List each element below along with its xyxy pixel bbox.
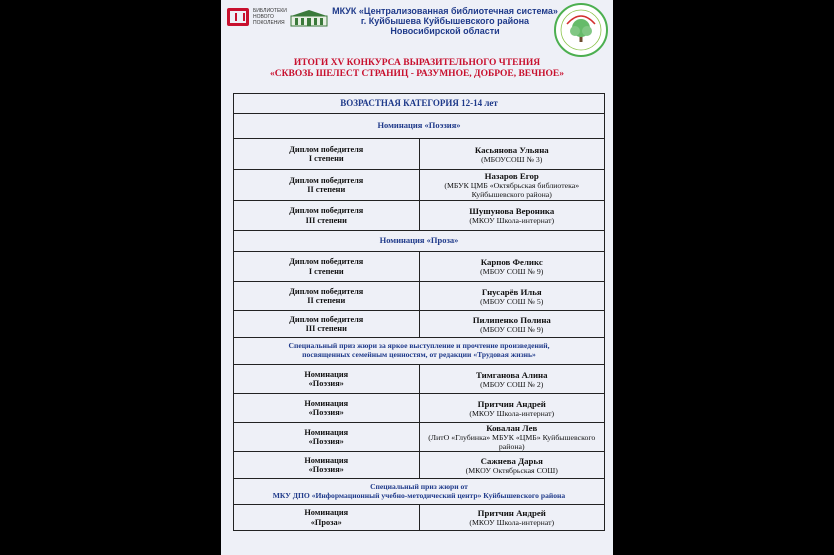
table-row: [234, 114, 605, 139]
table-row: [234, 94, 605, 114]
award-cell: Номинация «Поэзия»: [234, 423, 420, 452]
table-row: [234, 338, 605, 365]
table-row: [234, 170, 605, 201]
winner-school: (МКОУ Школа-интернат): [469, 408, 555, 418]
winner-school: (МБОУСОШ № 3): [481, 154, 543, 164]
winner-name: Притчин Андрей: [477, 508, 546, 518]
table-row: [234, 201, 605, 231]
award-cell: Номинация «Проза»: [234, 505, 420, 531]
award-cell: Диплом победителя III степени: [234, 201, 420, 231]
winner-name: Ковалан Лев: [486, 423, 538, 433]
table-row: [234, 252, 605, 282]
winner-name: Назаров Егор: [484, 171, 539, 181]
special-prize-header: [234, 479, 605, 505]
winner-cell: [419, 201, 605, 231]
table-row: [234, 394, 605, 423]
organization-name: [331, 6, 559, 36]
library-logo-icon: [227, 8, 249, 26]
winner-school: (МКОУ Школа-интернат): [469, 216, 555, 225]
title-line: ИТОГИ XV КОНКУРСА ВЫРАЗИТЕЛЬНОГО ЧТЕНИЯ: [293, 58, 541, 68]
award-cell: Диплом победителя II степени: [234, 282, 420, 311]
award-cell: Диплом победителя III степени: [234, 311, 420, 338]
winner-school: (МБОУ СОШ № 5): [480, 296, 544, 306]
winner-name: Касьянова Ульяна: [474, 144, 549, 155]
library-logo-line: ПОКОЛЕНИЯ: [253, 20, 285, 26]
winner-school: (МКОУ Октябрьская СОШ): [465, 465, 558, 475]
winner-cell: [419, 311, 605, 338]
winner-cell: [419, 505, 605, 531]
nomination-poetry-header: Номинация «Поэзия»: [234, 114, 605, 139]
winner-cell: [419, 394, 605, 423]
winner-name: Пилипенко Полина: [472, 314, 551, 325]
age-category-header: ВОЗРАСТНАЯ КАТЕГОРИЯ 12-14 лет: [234, 94, 605, 114]
winner-cell: [419, 452, 605, 479]
winner-cell: [419, 170, 605, 201]
winner-school: (МБОУ СОШ № 9): [480, 267, 544, 276]
winner-school: (МБУК ЦМБ «Октябрьская библиотека» Куйбышевского района): [444, 181, 580, 199]
table-row: [234, 505, 605, 531]
winner-name: Карпов Феликс: [480, 257, 543, 267]
winner-school: (МБОУ СОШ № 2): [480, 379, 544, 389]
table-row: [234, 452, 605, 479]
table-row: [234, 423, 605, 452]
winner-cell: [419, 365, 605, 394]
nomination-prose-header: Номинация «Проза»: [234, 231, 605, 252]
award-cell: Номинация «Поэзия»: [234, 452, 420, 479]
winner-school: (ЛитО «Глубинка» МБУК «ЦМБ» Куйбышевского района): [428, 433, 596, 451]
results-title: [221, 58, 613, 80]
org-line: МКУК «Централизованная библиотечная система»: [332, 6, 558, 16]
winner-cell: [419, 423, 605, 452]
award-cell: Диплом победителя I степени: [234, 139, 420, 170]
document-page: [221, 0, 613, 555]
winner-name: Шушунова Вероника: [469, 206, 555, 216]
winner-name: Гнусарёв Илья: [481, 286, 542, 297]
winner-name: Тимганова Алина: [475, 369, 548, 380]
winner-cell: [419, 282, 605, 311]
winner-school: (МБОУ СОШ № 9): [480, 324, 544, 334]
library-logo-line: БИБЛИОТЕКИ: [253, 8, 287, 14]
table-row: [234, 365, 605, 394]
library-building-icon: [289, 8, 329, 28]
org-line: г. Куйбышева Куйбышевского района: [360, 16, 530, 26]
award-cell: Диплом победителя II степени: [234, 170, 420, 201]
special-prize-header: [234, 338, 605, 365]
winner-school: (МКОУ Школа-интернат): [469, 518, 555, 527]
winner-cell: [419, 139, 605, 170]
award-cell: Номинация «Поэзия»: [234, 365, 420, 394]
table-row: [234, 479, 605, 505]
winner-name: Притчин Андрей: [477, 398, 546, 409]
contest-badge-icon: [553, 2, 609, 58]
winner-cell: [419, 252, 605, 282]
award-cell: Диплом победителя I степени: [234, 252, 420, 282]
winner-name: Сажнева Дарья: [480, 455, 543, 466]
library-logo-text: [253, 8, 293, 26]
results-table: [233, 93, 605, 531]
table-row: [234, 231, 605, 252]
special-prize-line: Специальный приз жюри за яркое выступление и прочтение произведений,: [288, 341, 550, 351]
award-cell: Номинация «Поэзия»: [234, 394, 420, 423]
org-line: Новосибирской области: [390, 26, 500, 36]
table-row: [234, 282, 605, 311]
title-line: «СКВОЗЬ ШЕЛЕСТ СТРАНИЦ - РАЗУМНОЕ, ДОБРОЕ, ВЕЧНОЕ»: [270, 69, 564, 79]
table-row: [234, 139, 605, 170]
special-prize-line: МКУ ДПО «Информационный учебно-методический центр» Куйбышевского района: [272, 490, 566, 500]
special-prize-line: Специальный приз жюри от: [370, 481, 468, 491]
header: [221, 0, 613, 60]
special-prize-line: посвященных семейным ценностям, от редакции «Трудовая жизнь»: [302, 350, 536, 359]
table-row: [234, 311, 605, 338]
library-logo-line: НОВОГО: [253, 14, 274, 20]
